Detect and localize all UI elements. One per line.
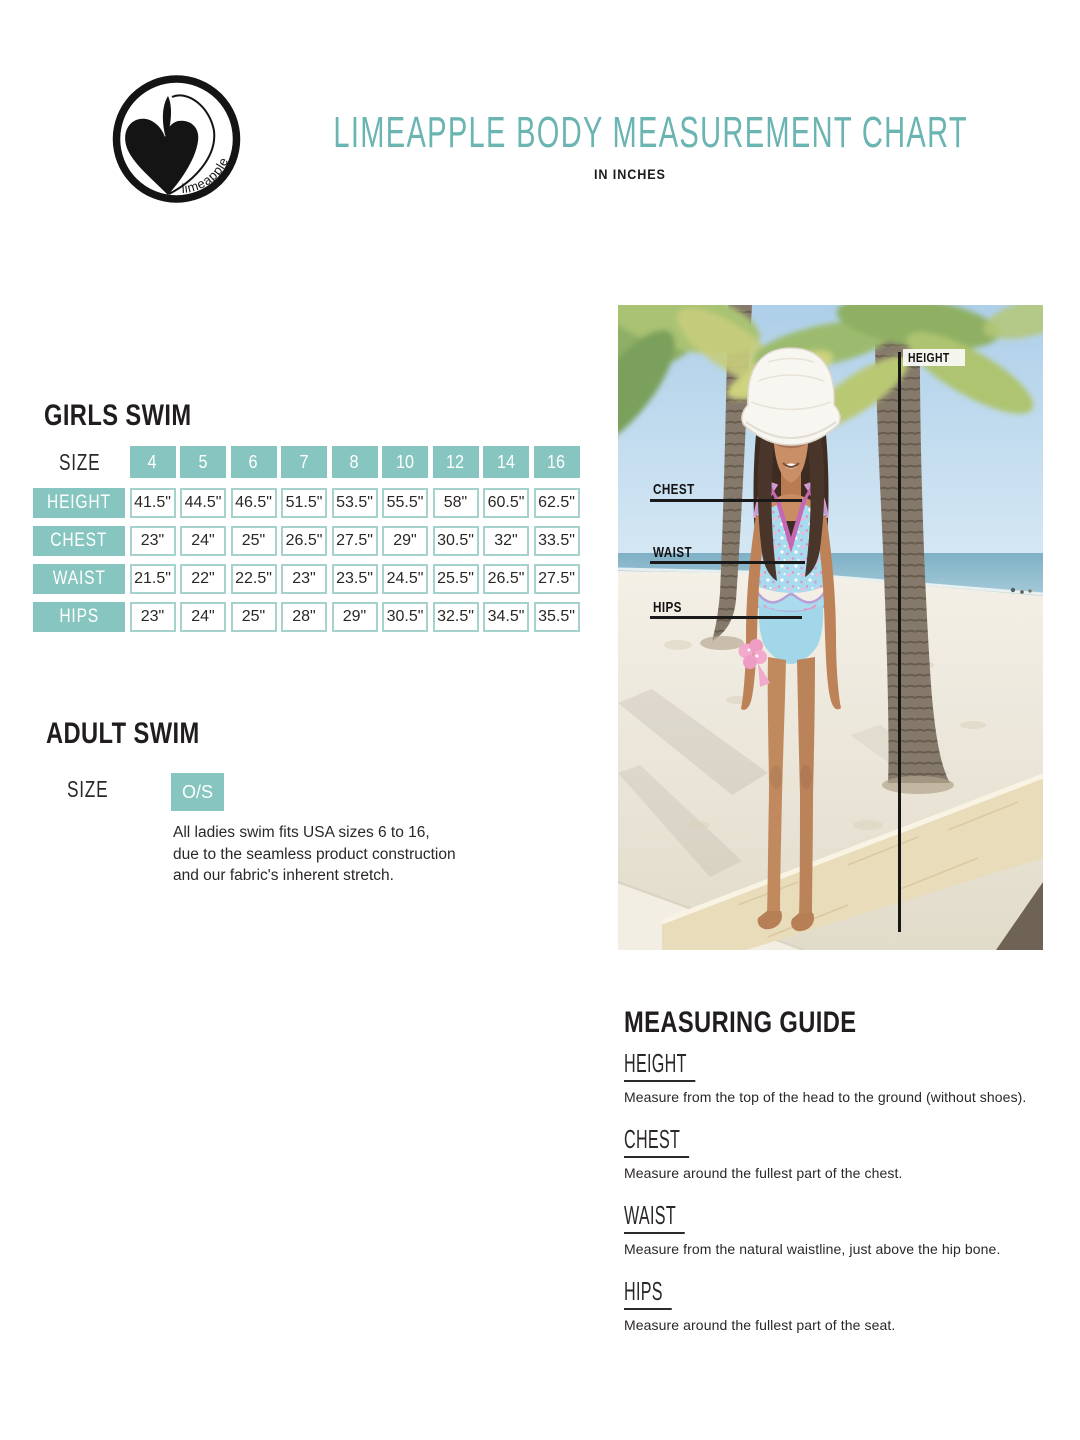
adult-size-label: SIZE: [67, 776, 109, 802]
hips-photo-label: HIPS: [653, 599, 682, 616]
logo-wordmark: limeapple: [181, 154, 232, 197]
value-cell: 26.5": [483, 564, 529, 594]
value-cell: 35.5": [534, 602, 580, 632]
size-cell: 10: [382, 446, 428, 478]
value-cell: 22.5": [231, 564, 277, 594]
height-measure-line: [898, 352, 901, 932]
measuring-guide: [624, 1006, 1064, 1352]
value-cell: 24": [180, 602, 226, 632]
guide-label: HIPS: [624, 1276, 672, 1310]
value-cell: 53.5": [332, 488, 378, 518]
value-cell: 27.5": [534, 564, 580, 594]
row-label-height: HEIGHT: [33, 488, 125, 518]
note-line: All ladies swim fits USA sizes 6 to 16,: [173, 824, 430, 841]
adult-size-value: O/S: [171, 773, 224, 811]
value-cell: 30.5": [382, 602, 428, 632]
value-cell: 51.5": [281, 488, 327, 518]
page-title: LIMEAPPLE BODY MEASUREMENT CHART: [333, 108, 968, 157]
size-cell: 7: [281, 446, 327, 478]
waist-photo-label: WAIST: [653, 544, 692, 561]
height-photo-label: HEIGHT: [903, 349, 965, 366]
adult-swim-note: [173, 822, 456, 887]
value-cell: 21.5": [130, 564, 176, 594]
guide-item-height: [624, 1048, 1064, 1105]
value-cell: 23": [130, 526, 176, 556]
value-cell: 24": [180, 526, 226, 556]
guide-text: Measure around the fullest part of the chest.: [624, 1165, 903, 1181]
guide-label: CHEST: [624, 1124, 689, 1158]
measuring-guide-heading: MEASURING GUIDE: [624, 1006, 857, 1039]
size-cell: 12: [433, 446, 479, 478]
page-subtitle: IN INCHES: [594, 166, 666, 182]
value-cell: 41.5": [130, 488, 176, 518]
chest-photo-label: CHEST: [653, 481, 695, 498]
header: [170, 108, 1080, 158]
value-cell: 29": [332, 602, 378, 632]
value-cell: 60.5": [483, 488, 529, 518]
subtitle-row: [170, 166, 1080, 184]
guide-item-waist: [624, 1200, 1064, 1257]
row-label-waist: WAIST: [33, 564, 125, 594]
value-cell: 25.5": [433, 564, 479, 594]
size-label: SIZE: [59, 448, 101, 475]
value-cell: 24.5": [382, 564, 428, 594]
value-cell: 25": [231, 602, 277, 632]
note-line: due to the seamless product construction: [173, 845, 456, 863]
row-label-hips: HIPS: [33, 602, 125, 632]
value-cell: 55.5": [382, 488, 428, 518]
size-cell: 4: [130, 446, 176, 478]
guide-item-chest: [624, 1124, 1064, 1181]
guide-label: WAIST: [624, 1200, 685, 1234]
size-cell: 16: [534, 446, 580, 478]
value-cell: 34.5": [483, 602, 529, 632]
guide-text: Measure around the fullest part of the seat.: [624, 1317, 896, 1333]
value-cell: 33.5": [534, 526, 580, 556]
value-cell: 22": [180, 564, 226, 594]
guide-text: Measure from the natural waistline, just above the hip bone.: [624, 1241, 1001, 1257]
chest-measure-line: [650, 499, 802, 502]
guide-text: Measure from the top of the head to the ground (without shoes).: [624, 1089, 1027, 1105]
girls-swim-size-row: [33, 446, 580, 478]
beach-scene: [618, 305, 1043, 950]
size-cell: 14: [483, 446, 529, 478]
value-cell: 32": [483, 526, 529, 556]
value-cell: 44.5": [180, 488, 226, 518]
value-cell: 46.5": [231, 488, 277, 518]
value-cell: 23.5": [332, 564, 378, 594]
guide-item-hips: [624, 1276, 1064, 1333]
value-cell: 25": [231, 526, 277, 556]
value-cell: 30.5": [433, 526, 479, 556]
row-label-chest: CHEST: [33, 526, 125, 556]
value-cell: 23": [130, 602, 176, 632]
model-beach-photo: [618, 305, 1043, 950]
value-cell: 28": [281, 602, 327, 632]
value-cell: 62.5": [534, 488, 580, 518]
guide-label: HEIGHT: [624, 1048, 695, 1082]
size-cell: 6: [231, 446, 277, 478]
hips-measure-line: [650, 616, 802, 619]
adult-swim-heading: ADULT SWIM: [46, 717, 200, 750]
size-cell: 8: [332, 446, 378, 478]
waist-measure-line: [650, 561, 805, 564]
girls-swim-table: [33, 488, 580, 632]
size-cell: 5: [180, 446, 226, 478]
value-cell: 58": [433, 488, 479, 518]
girls-swim-heading: GIRLS SWIM: [44, 399, 192, 432]
value-cell: 23": [281, 564, 327, 594]
value-cell: 32.5": [433, 602, 479, 632]
note-line: and our fabric's inherent stretch.: [173, 867, 394, 884]
value-cell: 27.5": [332, 526, 378, 556]
value-cell: 26.5": [281, 526, 327, 556]
value-cell: 29": [382, 526, 428, 556]
